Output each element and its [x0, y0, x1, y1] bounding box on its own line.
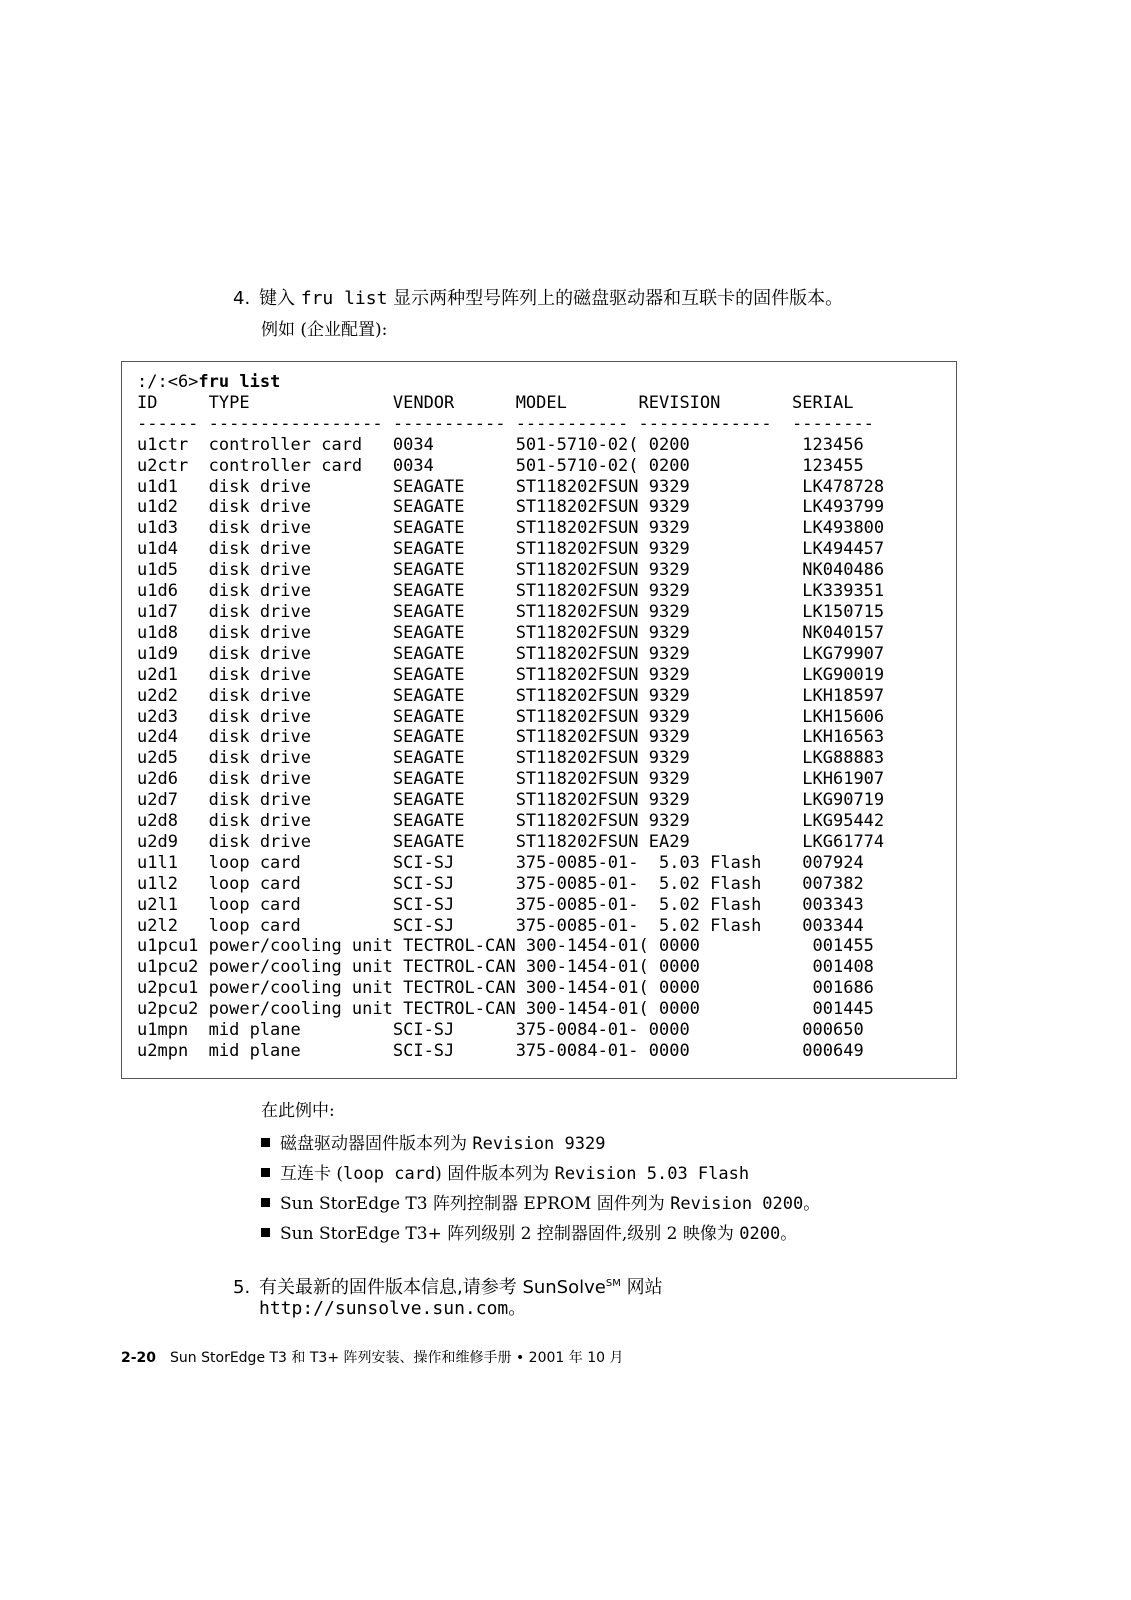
- code-row: u1pcu2 power/cooling unit TECTROL-CAN 300-1454-01( 0000 001408: [137, 957, 874, 978]
- bullet-text: Sun StorEdge T3+ 阵列级别 2 控制器固件,级别 2 映像为: [280, 1224, 740, 1244]
- code-row: u2l1 loop card SCI-SJ 375-0085-01- 5.02 Flash 003343: [137, 894, 864, 915]
- step-number: 5.: [233, 1277, 251, 1298]
- code-row: u1d4 disk drive SEAGATE ST118202FSUN 9329 LK494457: [137, 539, 885, 560]
- bullet-text-mid: ) 固件版本列为: [435, 1164, 555, 1184]
- code-box: [121, 361, 957, 1079]
- code-row: u2d7 disk drive SEAGATE ST118202FSUN 9329 LKG90719: [137, 790, 885, 811]
- code-row: u2d8 disk drive SEAGATE ST118202FSUN 9329 LKG95442: [137, 811, 885, 832]
- footer-title: Sun StorEdge T3 和 T3+ 阵列安装、操作和维修手册 • 2001 年 10 月: [170, 1350, 624, 1366]
- code-row: u2d3 disk drive SEAGATE ST118202FSUN 9329 LKH15606: [137, 706, 885, 727]
- bullet-code: Revision 5.03 Flash: [554, 1164, 750, 1184]
- code-row: u2d1 disk drive SEAGATE ST118202FSUN 9329 LKG90019: [137, 664, 885, 685]
- square-bullet-icon: [261, 1138, 270, 1147]
- bullet-code: Revision 0200: [670, 1194, 804, 1214]
- sunsolve-url[interactable]: http://sunsolve.sun.com: [259, 1298, 509, 1319]
- in-example-label: 在此例中:: [261, 1101, 335, 1121]
- step-5: [233, 1272, 663, 1300]
- list-item: [261, 1219, 820, 1249]
- bullet-text: Sun StorEdge T3 阵列控制器 EPROM 固件列为: [280, 1194, 671, 1214]
- page-footer: [121, 1349, 623, 1367]
- code-header: ID TYPE VENDOR MODEL REVISION SERIAL: [137, 392, 854, 413]
- code-row: u1ctr controller card 0034 501-5710-02( 0200 123456: [137, 434, 864, 455]
- step-4: [233, 287, 843, 311]
- code-row: u2d9 disk drive SEAGATE ST118202FSUN EA29 LKG61774: [137, 831, 885, 852]
- code-row: u2pcu2 power/cooling unit TECTROL-CAN 300-1454-01( 0000 001445: [137, 999, 874, 1020]
- code-row: u1d6 disk drive SEAGATE ST118202FSUN 9329 LK339351: [137, 581, 885, 602]
- code-row: u2ctr controller card 0034 501-5710-02( 0200 123455: [137, 455, 864, 476]
- step-5-url-line: [259, 1297, 526, 1321]
- code-row: u1d7 disk drive SEAGATE ST118202FSUN 9329 LK150715: [137, 601, 885, 622]
- code-prompt: :/:<6>: [137, 372, 199, 392]
- code-block: [137, 372, 884, 1062]
- code-row: u2d4 disk drive SEAGATE ST118202FSUN 9329 LKH16563: [137, 727, 885, 748]
- code-row: u1d8 disk drive SEAGATE ST118202FSUN 9329 NK040157: [137, 622, 885, 643]
- code-row: u2pcu1 power/cooling unit TECTROL-CAN 300-1454-01( 0000 001686: [137, 978, 874, 999]
- step-text-pre: 有关最新的固件版本信息,请参考 SunSolve: [259, 1277, 606, 1298]
- code-row: u1d2 disk drive SEAGATE ST118202FSUN 9329 LK493799: [137, 497, 885, 518]
- step-text-post: 网站: [620, 1277, 663, 1298]
- code-row: u1l2 loop card SCI-SJ 375-0085-01- 5.02 Flash 007382: [137, 873, 864, 894]
- step-text-post: 显示两种型号阵列上的磁盘驱动器和互联卡的固件版本。: [387, 288, 844, 309]
- step-number: 4.: [233, 288, 251, 309]
- code-row: u1l1 loop card SCI-SJ 375-0085-01- 5.03 Flash 007924: [137, 852, 864, 873]
- code-row: u1d9 disk drive SEAGATE ST118202FSUN 9329 LKG79907: [137, 643, 885, 664]
- code-row: u2d2 disk drive SEAGATE ST118202FSUN 9329 LKH18597: [137, 685, 885, 706]
- code-row: u2l2 loop card SCI-SJ 375-0085-01- 5.02 Flash 003344: [137, 915, 864, 936]
- step-command: fru list: [300, 288, 388, 309]
- square-bullet-icon: [261, 1168, 270, 1177]
- code-row: u1d3 disk drive SEAGATE ST118202FSUN 9329 LK493800: [137, 518, 885, 539]
- code-row: u1d5 disk drive SEAGATE ST118202FSUN 9329 NK040486: [137, 560, 885, 581]
- code-row: u1d1 disk drive SEAGATE ST118202FSUN 9329 LK478728: [137, 476, 885, 497]
- square-bullet-icon: [261, 1198, 270, 1207]
- example-label: 例如 (企业配置):: [261, 320, 388, 340]
- page-number: 2-20: [121, 1350, 157, 1366]
- bullet-code: Revision 9329: [472, 1134, 606, 1154]
- code-row: u2mpn mid plane SCI-SJ 375-0084-01- 0000 000649: [137, 1041, 864, 1061]
- code-row: u2d6 disk drive SEAGATE ST118202FSUN 9329 LKH61907: [137, 769, 885, 790]
- bullet-list: [261, 1129, 820, 1249]
- code-row: u1pcu1 power/cooling unit TECTROL-CAN 300-1454-01( 0000 001455: [137, 936, 874, 957]
- code-command: fru list: [198, 372, 281, 392]
- code-divider: ------ ----------------- ----------- ----------- ------------- --------: [137, 413, 874, 434]
- list-item: [261, 1189, 820, 1219]
- step-text-pre: 键入: [259, 288, 301, 309]
- list-item: [261, 1129, 820, 1159]
- bullet-text-end: 。: [780, 1224, 798, 1244]
- url-punctuation: 。: [508, 1298, 527, 1319]
- bullet-text: 互连卡 (: [280, 1164, 344, 1184]
- square-bullet-icon: [261, 1228, 270, 1237]
- bullet-code: 0200: [739, 1224, 781, 1244]
- bullet-code: loop card: [343, 1164, 436, 1184]
- bullet-text-end: 。: [803, 1194, 821, 1214]
- code-row: u2d5 disk drive SEAGATE ST118202FSUN 9329 LKG88883: [137, 748, 885, 769]
- service-mark: SM: [605, 1278, 621, 1289]
- bullet-text: 磁盘驱动器固件版本列为: [280, 1134, 473, 1154]
- code-row: u1mpn mid plane SCI-SJ 375-0084-01- 0000 000650: [137, 1020, 864, 1041]
- list-item: [261, 1159, 820, 1189]
